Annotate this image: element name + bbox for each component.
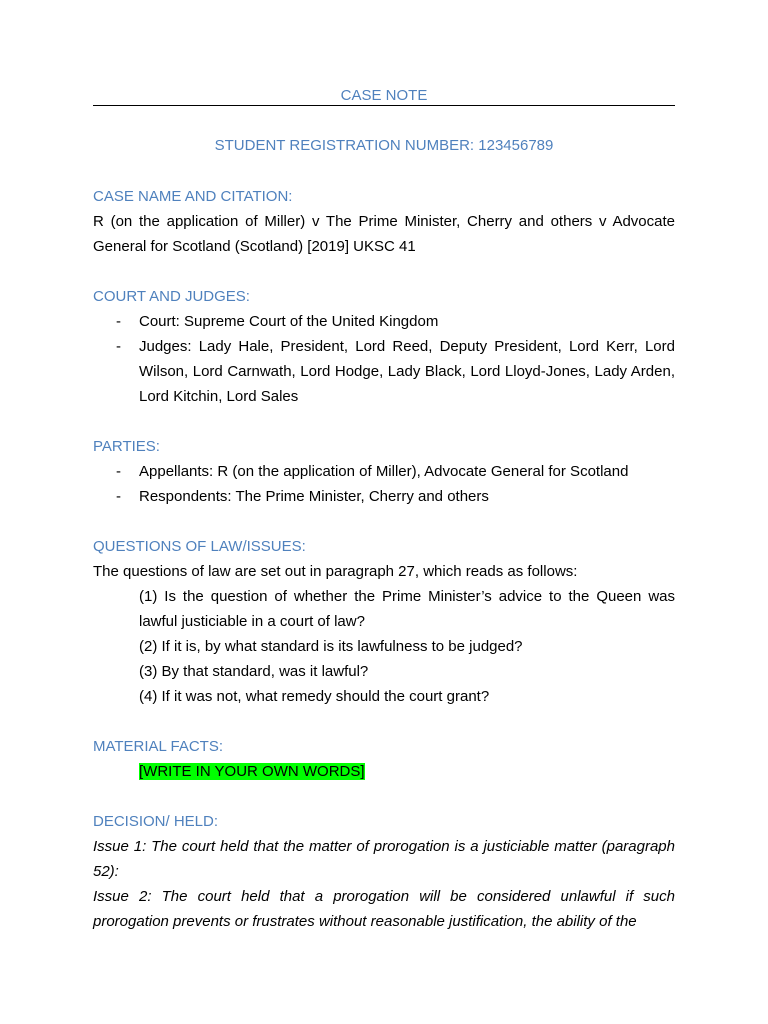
question-item: (2) If it is, by what standard is its lawfulness to be judged? [139,638,523,655]
court-heading: COURT AND JUDGES: [93,288,250,305]
parties-heading: PARTIES: [93,438,160,455]
judges-item-text: Judges: Lady Hale, President, Lord Reed, Deputy President, Lord Kerr, Lord Wilson, Lord Carnwath, Lord Hodge, Lady Black, Lord Lloyd-Jones, Lady Arden, Lord Kitchin, Lord Sales [139,338,675,405]
dash-bullet-icon: - [116,338,121,355]
list-item [93,334,675,409]
registration-number: STUDENT REGISTRATION NUMBER: 123456789 [214,137,554,154]
respondents-text: Respondents: The Prime Minister, Cherry and others [139,488,489,505]
court-list [93,309,675,409]
decision-heading: DECISION/ HELD: [93,813,219,830]
facts-placeholder: [WRITE IN YOUR OWN WORDS] [139,763,365,780]
list-item [93,309,675,334]
document-page [93,86,675,934]
facts-heading: MATERIAL FACTS: [93,738,224,755]
parties-list [93,459,675,509]
question-item: (1) Is the question of whether the Prime Minister’s advice to the Queen was lawful justiciable in a court of law? [139,588,675,630]
appellants-text: Appellants: R (on the application of Miller), Advocate General for Scotland [139,463,629,480]
decision-issue-2: Issue 2: The court held that a prorogation will be considered unlawful if such prorogation prevents or frustrates without reasonable justification, the ability of the [93,888,675,930]
case-name-heading: CASE NAME AND CITATION: [93,188,293,205]
court-item-text: Court: Supreme Court of the United Kingdom [139,313,439,330]
questions-heading: QUESTIONS OF LAW/ISSUES: [93,538,306,555]
question-item: (4) If it was not, what remedy should the court grant? [139,688,490,705]
question-item: (3) By that standard, was it lawful? [139,663,369,680]
facts-body [93,759,675,784]
dash-bullet-icon: - [116,463,121,480]
page-title: CASE NOTE [93,86,675,106]
list-item [93,459,675,484]
questions-intro: The questions of law are set out in paragraph 27, which reads as follows: [93,563,578,580]
list-item [93,484,675,509]
case-name-text: R (on the application of Miller) v The Prime Minister, Cherry and others v Advocate General for Scotland (Scotland) [2019] UKSC 41 [93,213,675,255]
decision-issue-1: Issue 1: The court held that the matter of prorogation is a justiciable matter (paragraph 52): [93,838,675,880]
dash-bullet-icon: - [116,488,121,505]
dash-bullet-icon: - [116,313,121,330]
